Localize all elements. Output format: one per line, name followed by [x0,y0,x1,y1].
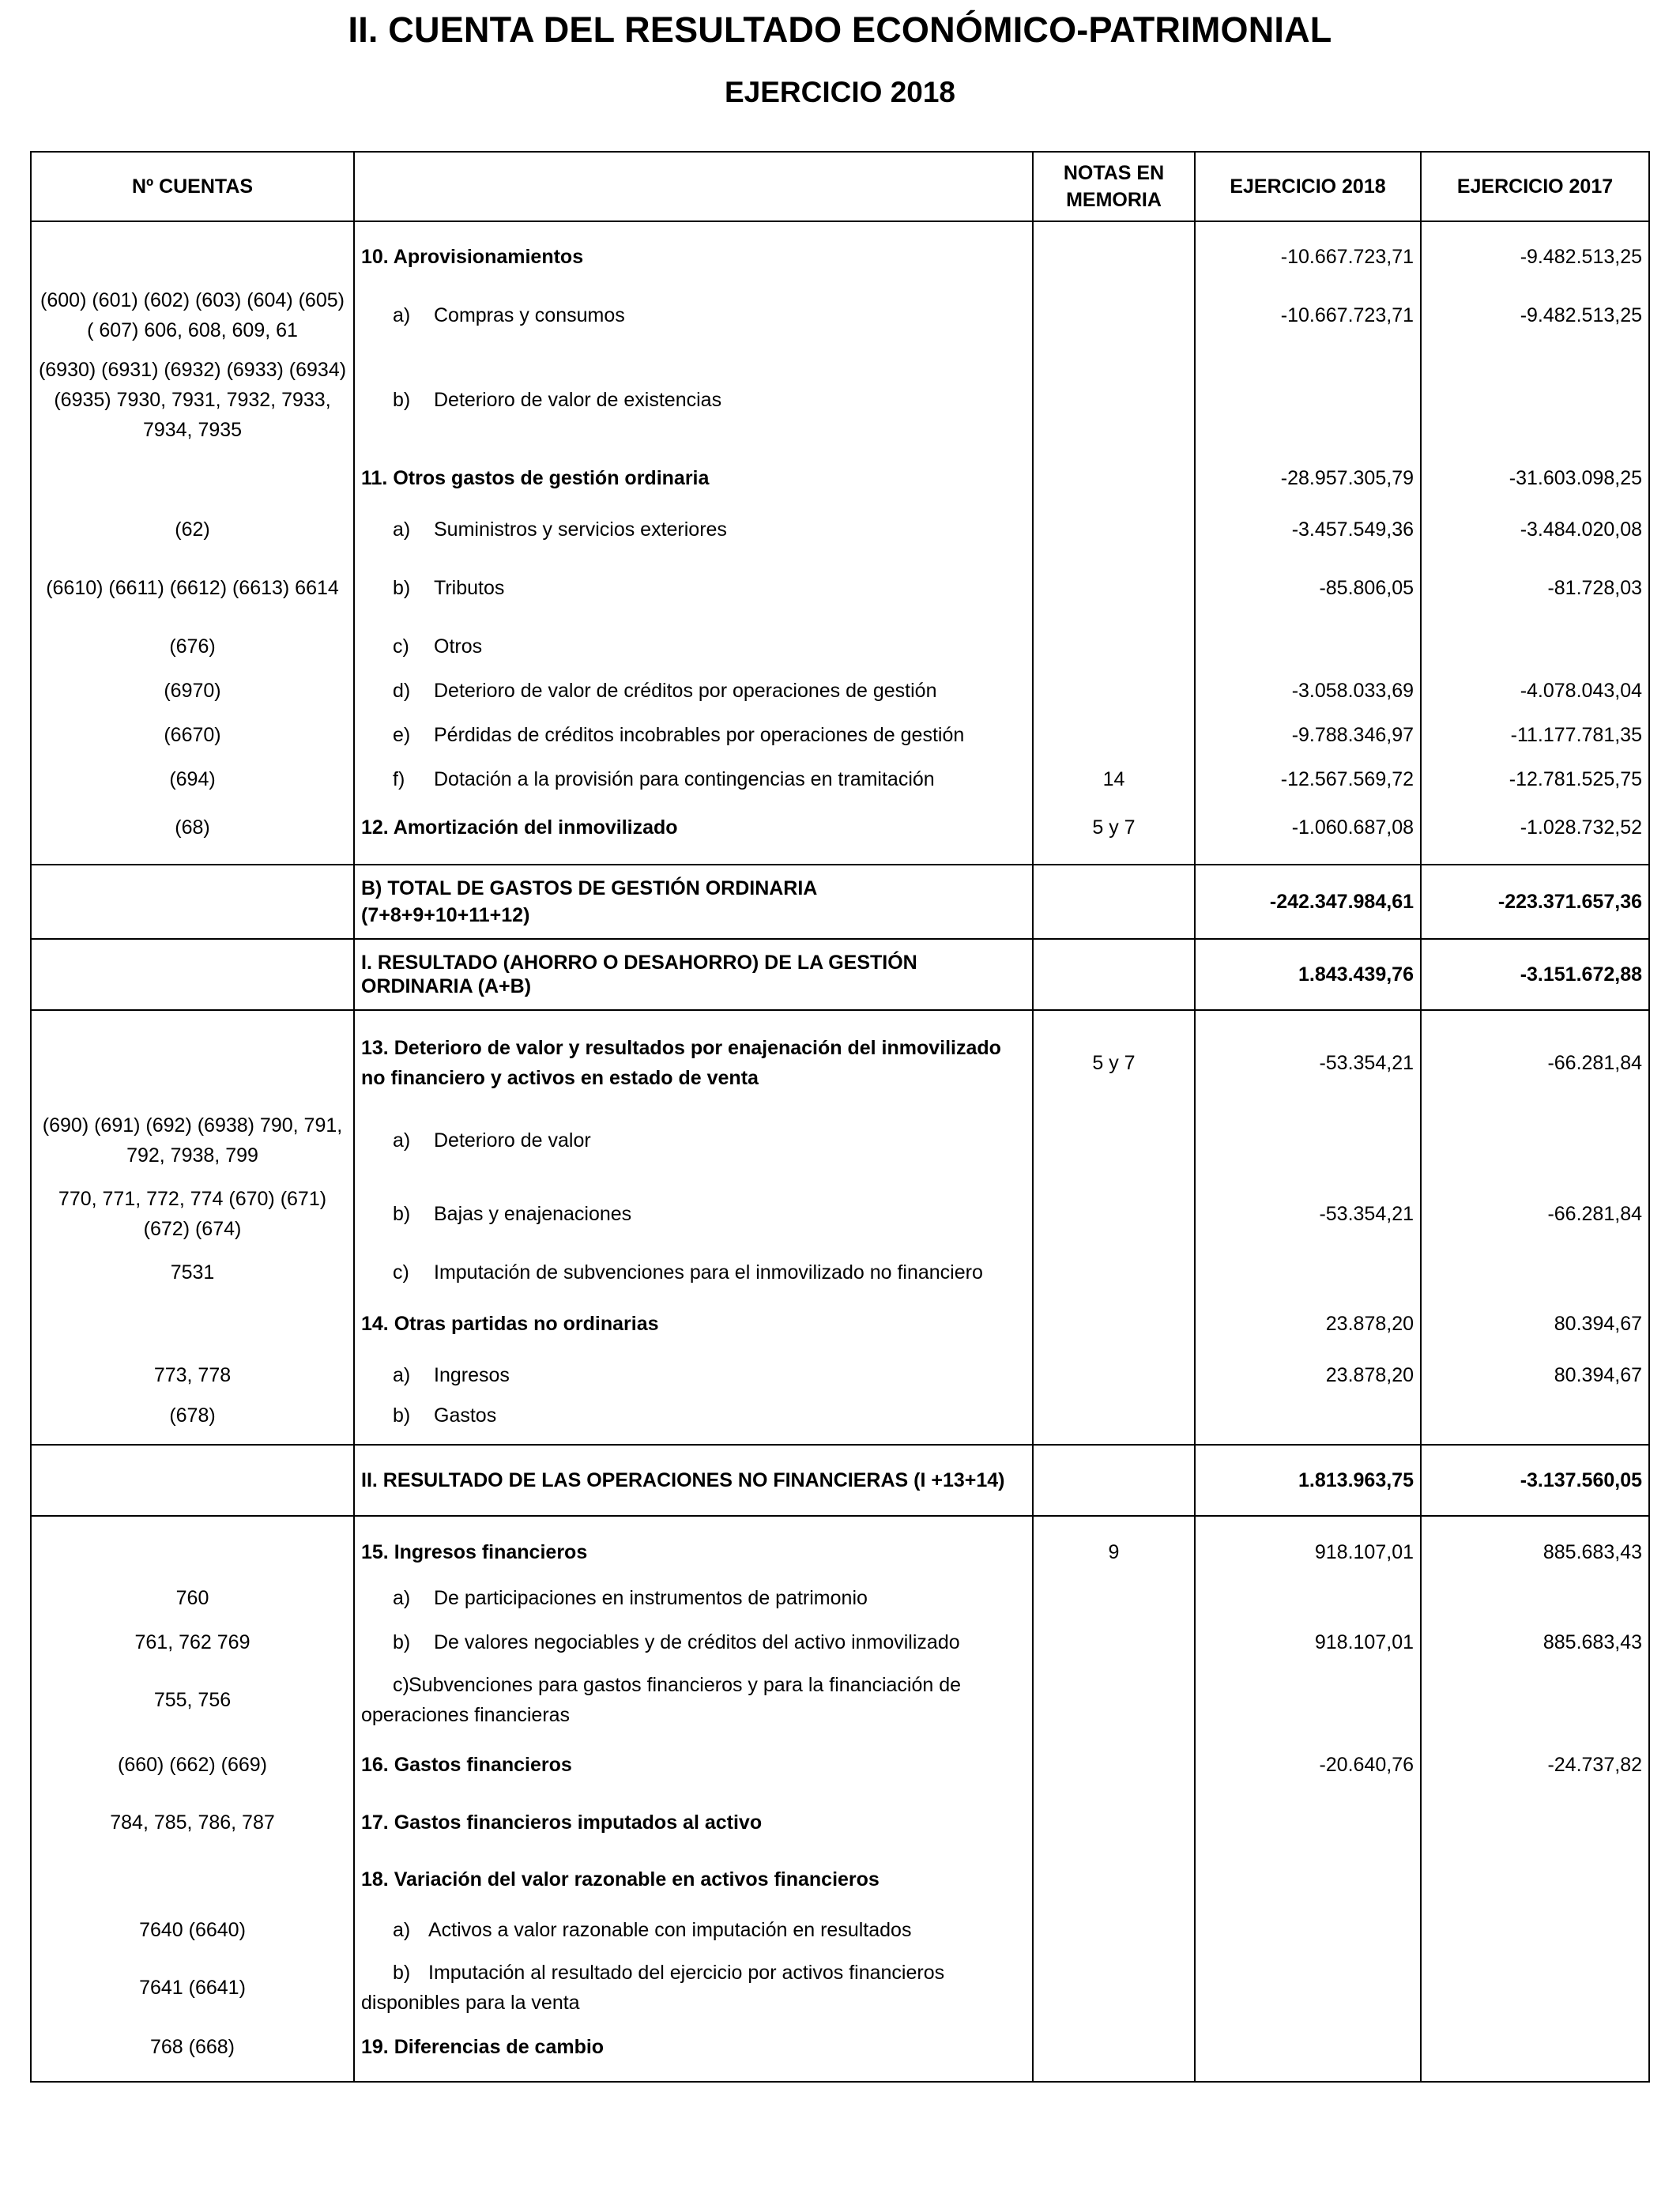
table-row [31,280,1649,351]
notes-cell [1033,552,1195,624]
account-cell: (6670) [31,713,354,757]
table-row [31,2023,1649,2082]
table-row [31,1664,1649,1736]
value-2017: -81.728,03 [1421,552,1649,624]
table-row [31,507,1649,552]
row-label-cell [354,624,1033,669]
value-2018: -10.667.723,71 [1195,280,1421,351]
row-label: Deterioro de valor de créditos por operaciones de gestión [434,680,937,702]
notes-cell [1033,1908,1195,1952]
table-row [31,1178,1649,1250]
table-row [31,1516,1649,1576]
page-subtitle: EJERCICIO 2018 [724,76,956,108]
value-2018: 23.878,20 [1195,1295,1421,1353]
item-letter: a) [393,1919,411,1941]
value-2017 [1421,1794,1649,1851]
account-cell: (62) [31,507,354,552]
notes-cell [1033,1353,1195,1397]
row-label-cell [354,1908,1033,1952]
notes-cell [1033,221,1195,280]
row-label: Compras y consumos [434,304,625,326]
value-2017 [1421,624,1649,669]
value-2017: -9.482.513,25 [1421,221,1649,280]
value-2018: -3.457.549,36 [1195,507,1421,552]
value-2017: -3.137.560,05 [1421,1445,1649,1516]
item-letter: b) [393,1404,411,1427]
item-letter: b) [393,1203,411,1225]
table-row [31,1397,1649,1445]
account-cell [31,221,354,280]
income-statement-table [30,151,1650,2083]
row-label: Deterioro de valor [434,1129,591,1152]
account-cell: (6610) (6611) (6612) (6613) 6614 [31,552,354,624]
notes-cell [1033,1851,1195,1908]
value-2018: 1.813.963,75 [1195,1445,1421,1516]
value-2018: -20.640,76 [1195,1736,1421,1794]
value-2018 [1195,1664,1421,1736]
account-cell: (6930) (6931) (6932) (6933) (6934) (6935) 7930, 7931, 7932, 7933, 7934, 7935 [31,351,354,449]
account-cell: 784, 785, 786, 787 [31,1794,354,1851]
item-letter: a) [393,1364,411,1386]
notes-cell [1033,713,1195,757]
value-2018: 1.843.439,76 [1195,939,1421,1010]
row-label: Suministros y servicios exteriores [434,518,727,541]
row-label-cell [354,1397,1033,1445]
notes-cell [1033,1664,1195,1736]
account-cell: (660) (662) (669) [31,1736,354,1794]
value-2018: -28.957.305,79 [1195,449,1421,507]
row-label-cell [354,507,1033,552]
account-cell: 761, 762 769 [31,1620,354,1664]
row-label-cell [354,713,1033,757]
row-label: Ingresos [434,1364,510,1386]
value-2017 [1421,1851,1649,1908]
row-label-cell [354,1353,1033,1397]
notes-cell [1033,1295,1195,1353]
value-2017: 80.394,67 [1421,1295,1649,1353]
notes-cell: 5 y 7 [1033,801,1195,865]
row-label: Imputación al resultado del ejercicio por activos financieros disponibles para la venta [361,1962,945,2014]
table-row [31,1010,1649,1103]
col-header-2018: EJERCICIO 2018 [1195,152,1421,221]
item-letter: b) [393,1962,411,1984]
account-cell: (68) [31,801,354,865]
account-cell: (6970) [31,669,354,713]
notes-cell [1033,1794,1195,1851]
row-label-cell [354,1952,1033,2023]
row-label: Pérdidas de créditos incobrables por operaciones de gestión [434,724,965,746]
notes-cell [1033,1952,1195,2023]
account-cell: 768 (668) [31,2023,354,2082]
row-label: Dotación a la provisión para contingencias en tramitación [434,768,935,790]
table-row [31,1736,1649,1794]
row-label-cell [354,1664,1033,1736]
row-label: 10. Aprovisionamientos [354,221,1033,280]
row-label: 12. Amortización del inmovilizado [354,801,1033,865]
value-2018: -9.788.346,97 [1195,713,1421,757]
table-row [31,1353,1649,1397]
account-cell [31,1445,354,1516]
value-2018: 918.107,01 [1195,1516,1421,1576]
row-label-cell [354,757,1033,801]
value-2018: -12.567.569,72 [1195,757,1421,801]
item-letter: e) [393,724,411,746]
row-label: 16. Gastos financieros [354,1736,1033,1794]
account-cell: 773, 778 [31,1353,354,1397]
row-label-cell [354,1178,1033,1250]
row-label-cell [354,552,1033,624]
notes-cell [1033,1250,1195,1295]
value-2018 [1195,1103,1421,1178]
row-label-cell [354,1103,1033,1178]
account-cell: (676) [31,624,354,669]
value-2018: -10.667.723,71 [1195,221,1421,280]
value-2017 [1421,1250,1649,1295]
table-row-result [31,1445,1649,1516]
row-label-formula: (7+8+9+10+11+12) [361,904,530,926]
value-2018 [1195,1576,1421,1620]
row-label: 17. Gastos financieros imputados al activo [354,1794,1033,1851]
table-row [31,757,1649,801]
value-2017: -31.603.098,25 [1421,449,1649,507]
table-row [31,1851,1649,1908]
row-label: 15. Ingresos financieros [354,1516,1033,1576]
account-cell: (690) (691) (692) (6938) 790, 791, 792, 7938, 799 [31,1103,354,1178]
row-label-cell [354,1250,1033,1295]
notes-cell [1033,2023,1195,2082]
row-label: Bajas y enajenaciones [434,1203,632,1225]
value-2017 [1421,2023,1649,2082]
item-letter: c) [393,1261,409,1284]
value-2018 [1195,1794,1421,1851]
value-2017: -223.371.657,36 [1421,865,1649,939]
value-2017 [1421,1908,1649,1952]
row-label: 11. Otros gastos de gestión ordinaria [354,449,1033,507]
notes-cell [1033,280,1195,351]
value-2018 [1195,351,1421,449]
table-row [31,1908,1649,1952]
col-header-2017: EJERCICIO 2017 [1421,152,1649,221]
table-row [31,1576,1649,1620]
value-2017: -66.281,84 [1421,1178,1649,1250]
value-2018: -85.806,05 [1195,552,1421,624]
value-2017: -9.482.513,25 [1421,280,1649,351]
account-cell: 770, 771, 772, 774 (670) (671) (672) (674) [31,1178,354,1250]
value-2017: -3.151.672,88 [1421,939,1649,1010]
value-2017 [1421,1952,1649,2023]
notes-cell [1033,1445,1195,1516]
table-row-total [31,865,1649,939]
value-2018: -3.058.033,69 [1195,669,1421,713]
row-label: 13. Deterioro de valor y resultados por enajenación del inmovilizado no financiero y activos en estado de venta [354,1010,1033,1103]
row-label: 18. Variación del valor razonable en activos financieros [354,1851,1033,1908]
row-label-cell [354,280,1033,351]
table-row [31,1620,1649,1664]
row-label-cell [354,1620,1033,1664]
value-2017: -66.281,84 [1421,1010,1649,1103]
value-2018 [1195,1250,1421,1295]
value-2017 [1421,1397,1649,1445]
table-row [31,1952,1649,2023]
value-2018 [1195,1952,1421,2023]
row-label: II. RESULTADO DE LAS OPERACIONES NO FINANCIERAS (I +13+14) [354,1445,1033,1516]
row-label: I. RESULTADO (AHORRO O DESAHORRO) DE LA GESTIÓN ORDINARIA (A+B) [354,939,1033,1010]
account-cell: (678) [31,1397,354,1445]
page-title: II. CUENTA DEL RESULTADO ECONÓMICO-PATRIMONIAL [348,9,1332,50]
row-label: Subvenciones para gastos financieros y para la financiación de operaciones financieras [361,1674,962,1726]
row-label-cell [354,351,1033,449]
table-row [31,221,1649,280]
notes-cell [1033,624,1195,669]
notes-cell [1033,507,1195,552]
table-row [31,1295,1649,1353]
value-2017: -11.177.781,35 [1421,713,1649,757]
value-2018: 23.878,20 [1195,1353,1421,1397]
item-letter: d) [393,680,411,702]
account-cell: (694) [31,757,354,801]
account-cell: 7641 (6641) [31,1952,354,2023]
table-row [31,1103,1649,1178]
notes-cell [1033,669,1195,713]
notes-cell [1033,449,1195,507]
table-row [31,624,1649,669]
row-label-cell [354,1576,1033,1620]
item-letter: a) [393,1587,411,1609]
item-letter: c) [393,635,409,658]
account-cell [31,1010,354,1103]
account-cell: 760 [31,1576,354,1620]
value-2017: -4.078.043,04 [1421,669,1649,713]
notes-cell [1033,939,1195,1010]
notes-cell: 9 [1033,1516,1195,1576]
table-row [31,552,1649,624]
value-2017: -1.028.732,52 [1421,801,1649,865]
row-label: B) TOTAL DE GASTOS DE GESTIÓN ORDINARIA [361,877,818,899]
account-cell [31,1295,354,1353]
account-cell: 7531 [31,1250,354,1295]
value-2017: -3.484.020,08 [1421,507,1649,552]
account-cell [31,939,354,1010]
row-label-cell [354,865,1033,939]
row-label: Tributos [434,577,505,599]
item-letter: b) [393,577,411,599]
notes-cell [1033,1620,1195,1664]
col-header-description [354,152,1033,221]
item-letter: b) [393,1631,411,1653]
table-row [31,1250,1649,1295]
value-2017 [1421,1576,1649,1620]
notes-cell: 5 y 7 [1033,1010,1195,1103]
col-header-notes: NOTAS EN MEMORIA [1033,152,1195,221]
value-2017: 80.394,67 [1421,1353,1649,1397]
value-2017 [1421,1664,1649,1736]
table-row [31,351,1649,449]
row-label-cell [354,669,1033,713]
value-2017: -24.737,82 [1421,1736,1649,1794]
value-2017 [1421,1103,1649,1178]
account-cell [31,865,354,939]
table-row [31,669,1649,713]
table-row [31,449,1649,507]
notes-cell [1033,1736,1195,1794]
value-2017: 885.683,43 [1421,1516,1649,1576]
table-row [31,713,1649,757]
row-label: Activos a valor razonable con imputación en resultados [428,1919,912,1941]
row-label: De participaciones en instrumentos de patrimonio [434,1587,868,1609]
notes-cell [1033,351,1195,449]
table-row-result [31,939,1649,1010]
value-2018 [1195,1908,1421,1952]
col-header-accounts: Nº CUENTAS [31,152,354,221]
notes-cell [1033,1103,1195,1178]
table-header-row [31,152,1649,221]
row-label: De valores negociables y de créditos del activo inmovilizado [434,1631,960,1653]
notes-cell [1033,865,1195,939]
value-2018: -53.354,21 [1195,1178,1421,1250]
notes-cell [1033,1397,1195,1445]
value-2018 [1195,624,1421,669]
value-2017: 885.683,43 [1421,1620,1649,1664]
value-2018: -1.060.687,08 [1195,801,1421,865]
value-2018: 918.107,01 [1195,1620,1421,1664]
account-cell: 755, 756 [31,1664,354,1736]
item-letter: f) [393,768,405,790]
item-letter: a) [393,1129,411,1152]
item-letter: a) [393,518,411,541]
row-label: Deterioro de valor de existencias [434,389,722,411]
notes-cell [1033,1178,1195,1250]
account-cell [31,449,354,507]
value-2018 [1195,1851,1421,1908]
row-label: 19. Diferencias de cambio [354,2023,1033,2082]
value-2018: -242.347.984,61 [1195,865,1421,939]
row-label: Otros [434,635,483,658]
row-label: 14. Otras partidas no ordinarias [354,1295,1033,1353]
account-cell [31,1516,354,1576]
notes-cell: 14 [1033,757,1195,801]
item-letter: a) [393,304,411,326]
item-letter: c) [393,1674,409,1696]
account-cell [31,1851,354,1908]
value-2018: -53.354,21 [1195,1010,1421,1103]
row-label: Gastos [434,1404,497,1427]
table-row [31,801,1649,865]
item-letter: b) [393,389,411,411]
value-2017 [1421,351,1649,449]
value-2017: -12.781.525,75 [1421,757,1649,801]
account-cell: 7640 (6640) [31,1908,354,1952]
value-2018 [1195,2023,1421,2082]
value-2018 [1195,1397,1421,1445]
notes-cell [1033,1576,1195,1620]
table-row [31,1794,1649,1851]
row-label: Imputación de subvenciones para el inmovilizado no financiero [434,1261,983,1284]
account-cell: (600) (601) (602) (603) (604) (605) ( 607) 606, 608, 609, 61 [31,280,354,351]
